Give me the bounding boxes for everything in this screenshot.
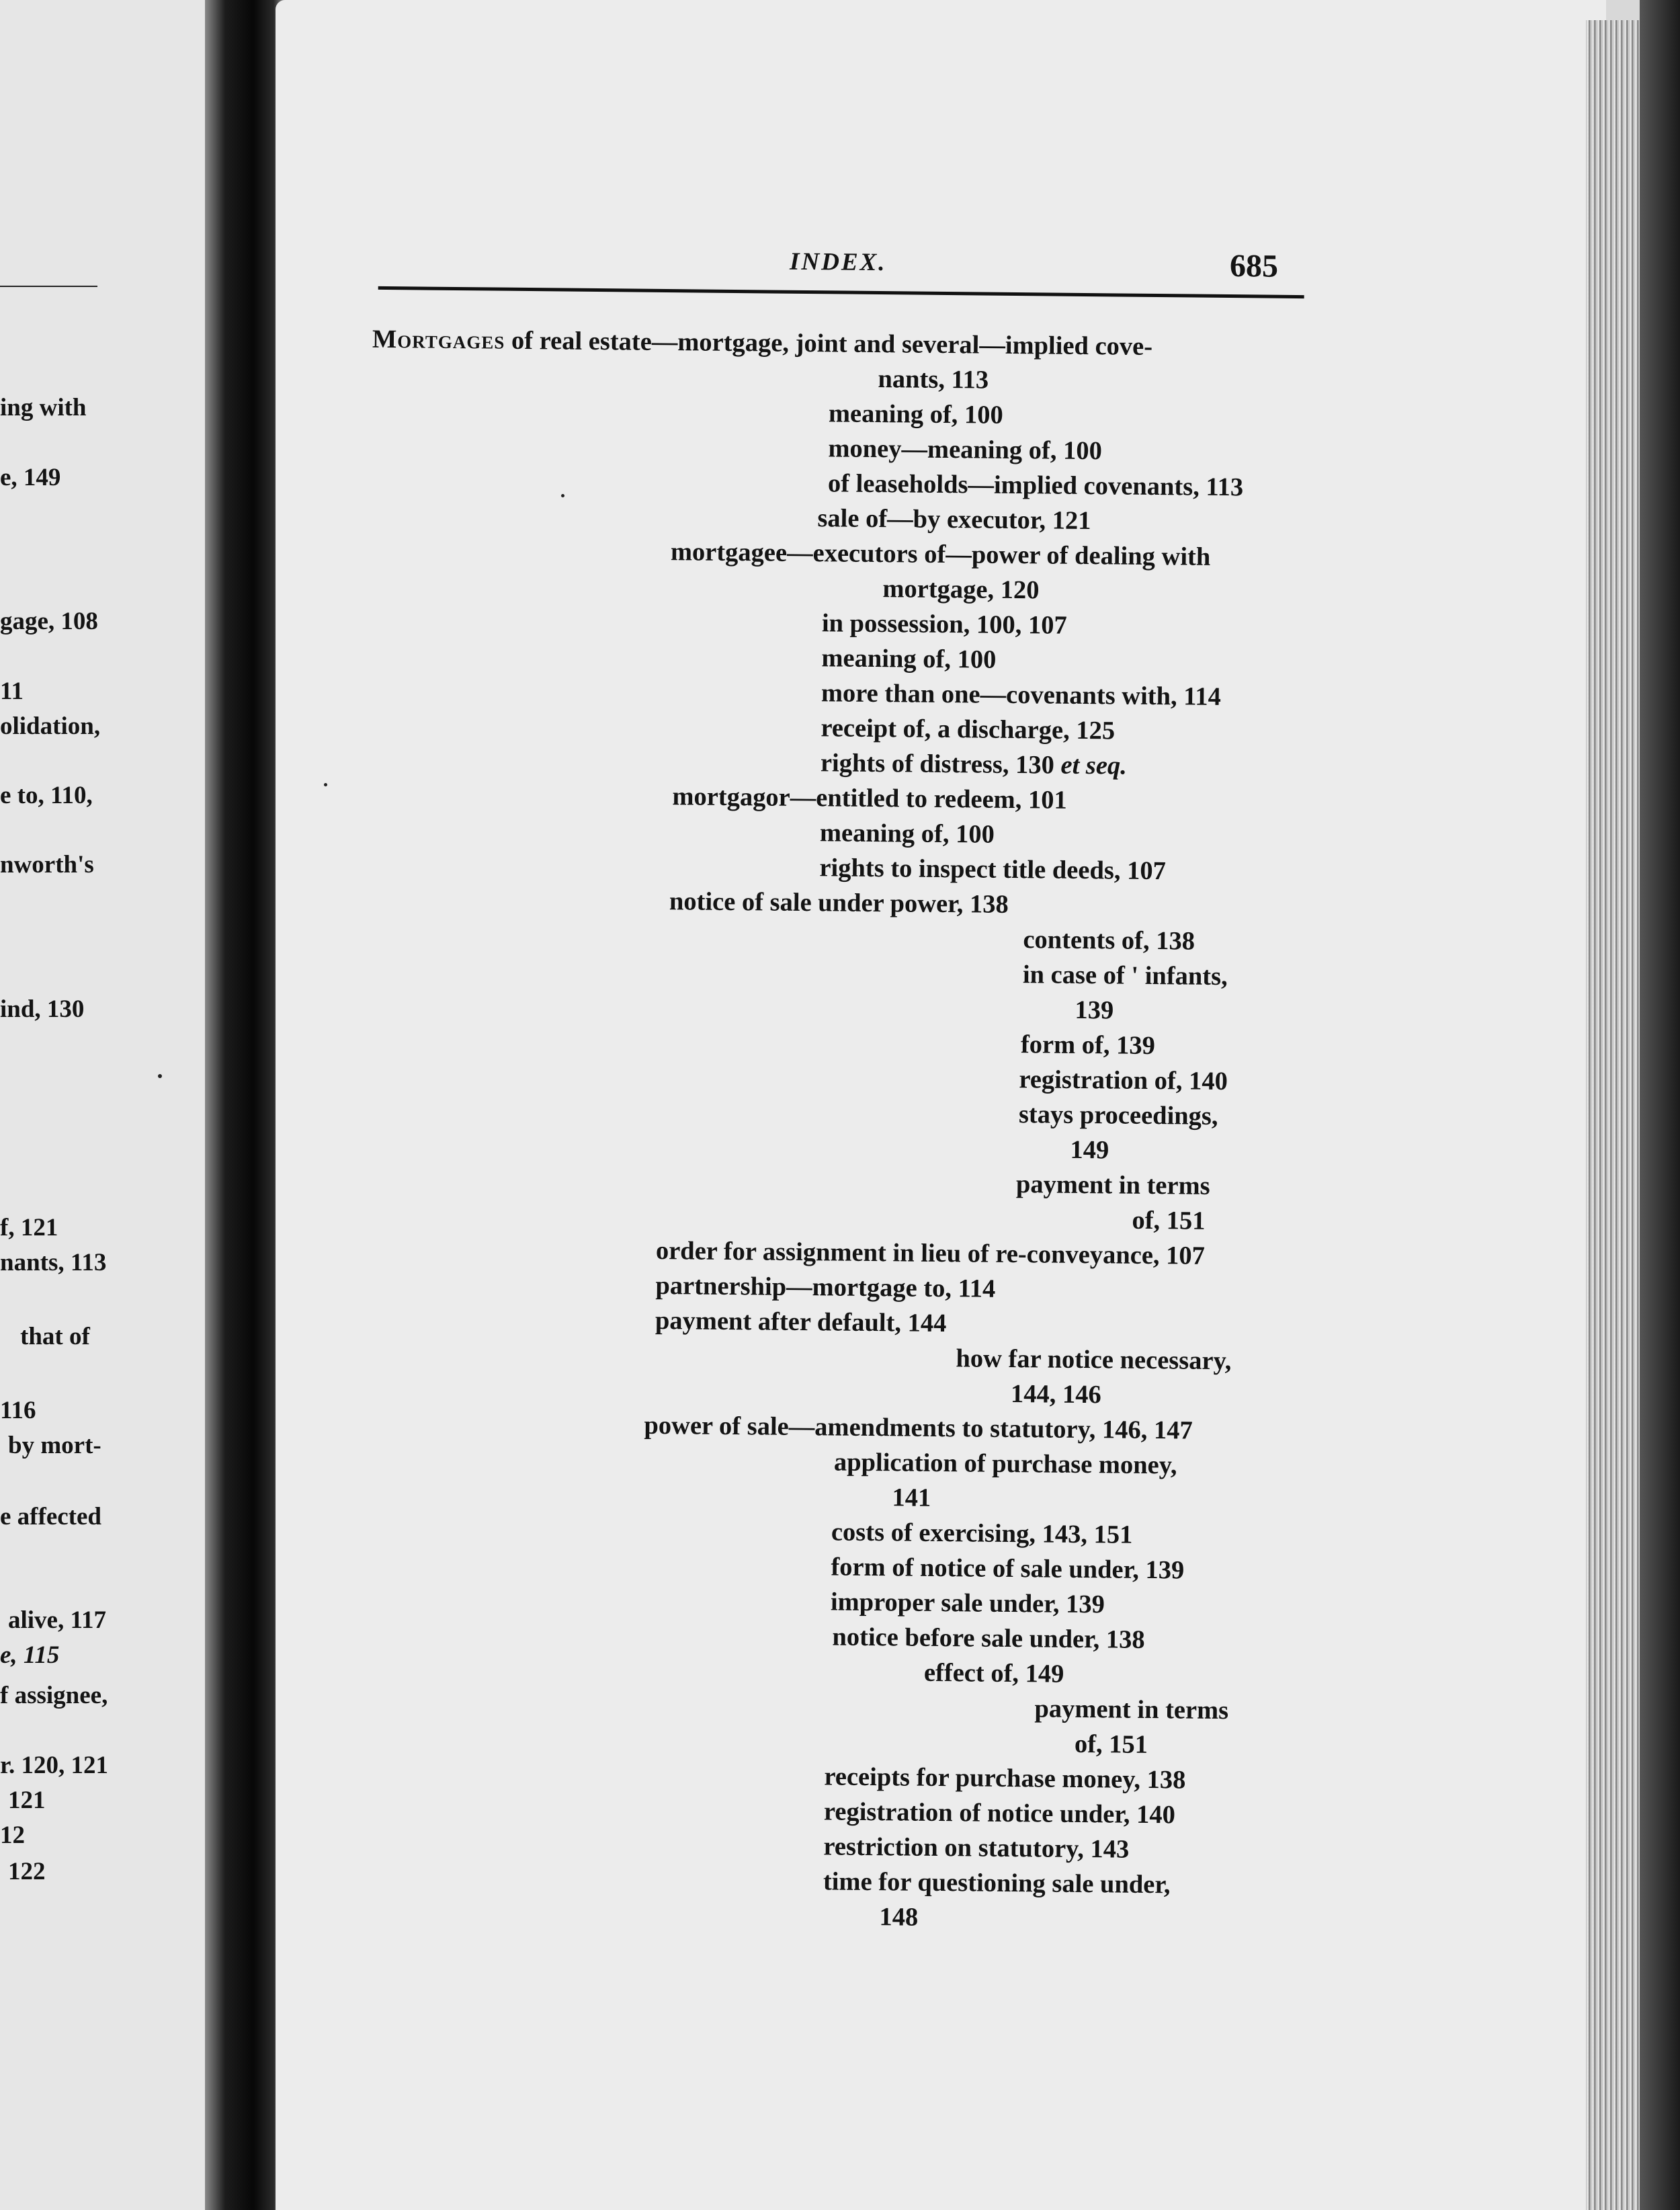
index-entry: costs of exercising, 143, 151 [831,1518,1133,1549]
left-fragment: 11 [0,678,24,705]
left-fragment: r. 120, 121 [0,1752,109,1779]
index-entry: of, 151 [1074,1729,1148,1759]
ink-speck [324,783,327,786]
index-entry: of, 151 [1132,1206,1206,1235]
main-heading-rest: of real estate—mortgage, joint and several—implied cove- [505,326,1153,361]
index-entry: payment in terms [1034,1694,1229,1725]
index-entry: form of notice of sale under, 139 [831,1553,1185,1585]
index-entry: application of purchase money, [833,1448,1177,1480]
left-fragment: e affected [0,1503,101,1530]
left-fragment: ing with [0,394,87,421]
left-fragment: 116 [0,1397,36,1424]
main-heading-word: Mortgages [372,325,505,355]
index-entry: in case of ' infants, [1022,960,1228,991]
index-entry: notice before sale under, 138 [832,1623,1145,1654]
index-entry: sale of—by executor, 121 [817,504,1091,536]
index-entry [821,750,1127,779]
index-entry: in possession, 100, 107 [821,609,1067,640]
entry-italic-suffix: et seq. [1060,751,1128,780]
left-fragment: nants, 113 [0,1249,107,1276]
index-entry: meaning of, 100 [819,819,995,849]
index-entry: more than one—covenants with, 114 [821,679,1222,711]
left-fragment: 121 [8,1787,46,1814]
index-entry: partnership—mortgage to, 114 [655,1271,996,1303]
left-fragment: ind, 130 [0,995,85,1023]
index-entry: effect of, 149 [923,1658,1064,1688]
left-fragment: nworth's [0,851,94,878]
index-entry: money—meaning of, 100 [828,434,1103,466]
left-fragment: by mort- [8,1432,101,1459]
ink-speck [561,494,564,497]
ink-speck [158,1074,162,1078]
index-entry: contents of, 138 [1023,926,1195,956]
index-entry: receipt of, a discharge, 125 [821,714,1116,745]
left-fragment: e, 149 [0,464,61,491]
main-heading [372,327,1152,360]
index-entry: power of sale—amendments to statutory, 146, 147 [644,1411,1193,1445]
index-entry: meaning of, 100 [821,644,997,674]
entry-text: rights of distress, 130 [820,749,1061,780]
index-entry: mortgage, 120 [882,575,1040,605]
index-entry: payment in terms [1015,1170,1210,1200]
index-entry: notice of sale under power, 138 [669,887,1009,919]
index-entry: time for questioning sale under, [823,1867,1171,1899]
index-entry: 141 [892,1483,931,1512]
left-fragment: e, 115 [0,1641,60,1669]
page-number: 685 [1229,248,1279,284]
left-fragment: that of [20,1323,90,1350]
index-entry: 139 [1075,995,1114,1025]
header-rule [378,286,1304,298]
left-fragment: e to, 110, [0,782,93,809]
index-entry: improper sale under, 139 [830,1588,1105,1619]
index-entry: registration of, 140 [1019,1065,1228,1096]
index-entry: 148 [879,1903,919,1932]
index-entry: meaning of, 100 [828,399,1003,429]
index-entry: restriction on statutory, 143 [823,1832,1130,1864]
left-fragment: f, 121 [0,1214,58,1241]
left-fragment: olidation, [0,712,101,740]
left-fragment: alive, 117 [8,1606,106,1634]
index-entry: 149 [1070,1135,1109,1165]
index-entry: stays proceedings, [1018,1100,1218,1131]
index-entry: mortgagor—entitled to redeem, 101 [672,782,1067,815]
index-entry: form of, 139 [1020,1030,1156,1061]
left-fragment: 122 [8,1858,46,1885]
running-head-title: INDEX. [789,247,887,277]
index-entry: registration of notice under, 140 [823,1797,1176,1830]
index-entry: of leaseholds—implied covenants, 113 [827,469,1244,502]
left-fragment: 12 [0,1822,25,1849]
index-entry: mortgagee—executors of—power of dealing with [670,538,1211,571]
index-entry: payment after default, 144 [655,1306,947,1338]
index-entry: 144, 146 [1010,1379,1101,1409]
left-fragment: gage, 108 [0,608,98,635]
index-entry: rights to inspect title deeds, 107 [819,854,1167,886]
index-entry: nants, 113 [878,365,989,395]
index-entry: how far notice necessary, [956,1344,1232,1376]
index-entry: receipts for purchase money, 138 [824,1762,1186,1795]
left-fragment: f assignee, [0,1682,108,1709]
index-entry: order for assignment in lieu of re-conveyance, 107 [655,1236,1206,1270]
